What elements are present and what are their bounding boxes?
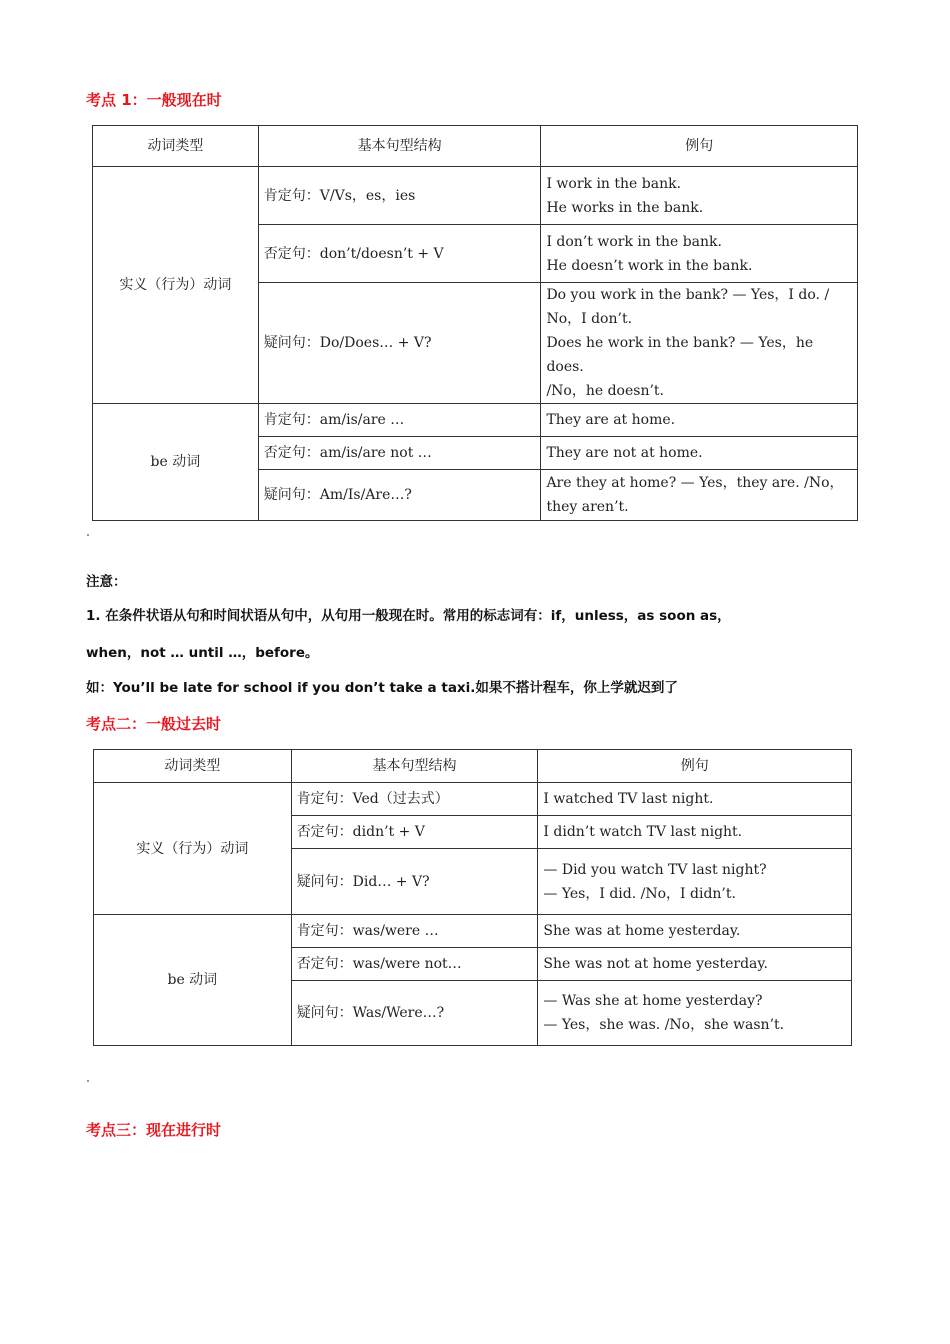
paragraph-mark xyxy=(87,534,89,536)
section2-heading: 考点二：一般过去时 xyxy=(86,715,222,733)
structure-cell: 否定句：didn’t + V xyxy=(291,816,538,849)
structure-cell: 疑问句：Was/Were…? xyxy=(291,981,538,1046)
example-cell: I watched TV last night. xyxy=(538,783,852,816)
structure-cell: 否定句：am/is/are not … xyxy=(258,437,541,470)
structure-cell: 肯定句：am/is/are … xyxy=(258,404,541,437)
structure-cell: 疑问句：Am/Is/Are…? xyxy=(258,470,541,521)
table-row xyxy=(94,783,852,816)
example-cell: I didn’t watch TV last night. xyxy=(538,816,852,849)
present-simple-table xyxy=(92,125,858,521)
example-cell: I work in the bank. He works in the bank. xyxy=(541,167,858,225)
structure-cell: 肯定句：Ved（过去式） xyxy=(291,783,538,816)
paragraph-mark xyxy=(87,1080,89,1082)
example-cell: They are not at home. xyxy=(541,437,858,470)
example-cell: Are they at home? — Yes，they are. /No， they aren’t. xyxy=(541,470,858,521)
header-example: 例句 xyxy=(541,126,858,167)
note-title: 注意： xyxy=(86,574,127,590)
example-cell: She was at home yesterday. xyxy=(538,915,852,948)
structure-cell: 否定句：was/were not… xyxy=(291,948,538,981)
table-row xyxy=(94,915,852,948)
table-row xyxy=(93,167,858,225)
verb-type-cell: 实义（行为）动词 xyxy=(93,167,259,404)
example-cell: — Was she at home yesterday? — Yes，she was. /No，she wasn’t. xyxy=(538,981,852,1046)
header-verb-type: 动词类型 xyxy=(93,126,259,167)
verb-type-cell: 实义（行为）动词 xyxy=(94,783,292,915)
structure-cell: 肯定句：was/were … xyxy=(291,915,538,948)
verb-type-cell: be 动词 xyxy=(93,404,259,521)
note-line-1: 1. 在条件状语从句和时间状语从句中，从句用一般现在时。常用的标志词有：if，unless，as soon as， xyxy=(86,608,731,624)
note-example: 如：You’ll be late for school if you don’t take a taxi.如果不搭计程车，你上学就迟到了 xyxy=(86,680,678,696)
example-cell: Do you work in the bank? — Yes，I do. / No，I don’t. Does he work in the bank? — Yes，he does. /No，he doesn’t. xyxy=(541,283,858,404)
table-row xyxy=(93,404,858,437)
header-structure: 基本句型结构 xyxy=(258,126,541,167)
example-cell: They are at home. xyxy=(541,404,858,437)
structure-cell: 疑问句：Do/Does… + V? xyxy=(258,283,541,404)
header-structure: 基本句型结构 xyxy=(291,750,538,783)
section3-heading: 考点三：现在进行时 xyxy=(86,1121,222,1139)
header-verb-type: 动词类型 xyxy=(94,750,292,783)
structure-cell: 疑问句：Did… + V? xyxy=(291,849,538,915)
verb-type-cell: be 动词 xyxy=(94,915,292,1046)
example-cell: — Did you watch TV last night? — Yes，I did. /No，I didn’t. xyxy=(538,849,852,915)
past-simple-table xyxy=(93,749,852,1046)
structure-cell: 肯定句：V/Vs，es，ies xyxy=(258,167,541,225)
note-line-2: when，not … until …，before。 xyxy=(86,645,319,661)
example-cell: She was not at home yesterday. xyxy=(538,948,852,981)
example-cell: I don’t work in the bank. He doesn’t work in the bank. xyxy=(541,225,858,283)
section1-heading: 考点 1：一般现在时 xyxy=(86,91,222,109)
header-example: 例句 xyxy=(538,750,852,783)
structure-cell: 否定句：don’t/doesn’t + V xyxy=(258,225,541,283)
